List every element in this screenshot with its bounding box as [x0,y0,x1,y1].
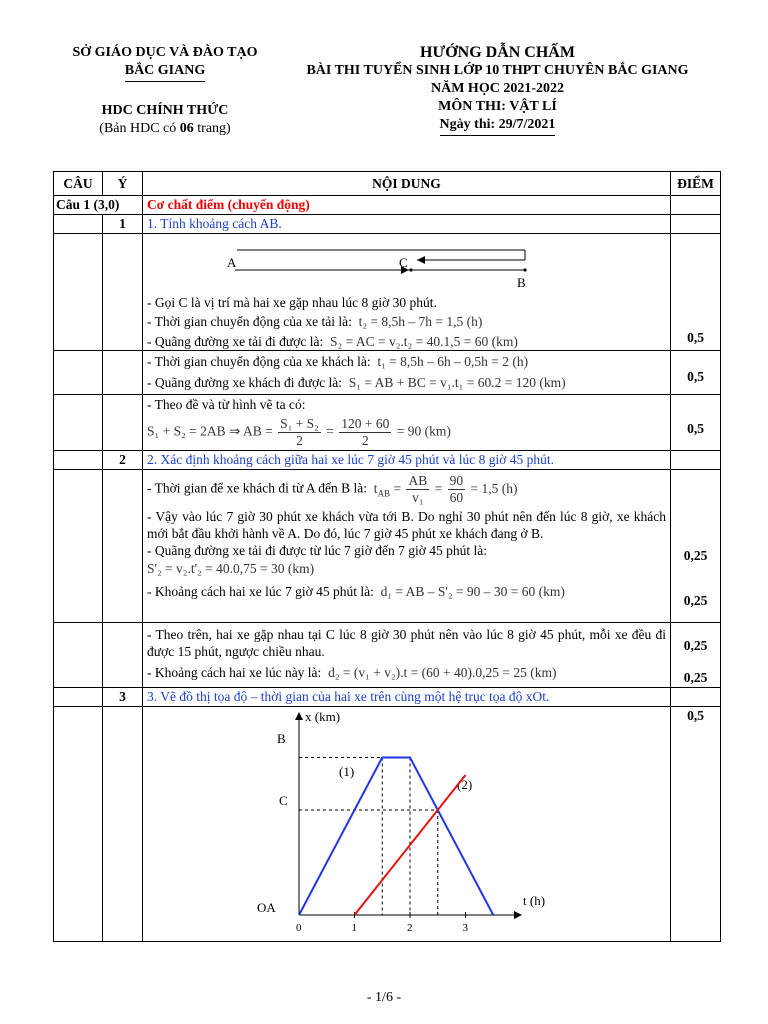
formula-s2p: S'₂ = v₂.t'₂ = 40.0,75 = 30 (km) [147,561,315,576]
label-b: B [517,275,526,290]
department-name: SỞ GIÁO DỤC VÀ ĐÀO TẠO [72,45,258,60]
exam-date: Ngày thi: 29/7/2021 [440,116,556,136]
p2-points-1: 0,25 [683,548,708,563]
col-header-y: Ý [103,172,143,196]
q1-topic: Cơ chất điểm (chuyển động) [143,196,671,215]
label-a: A [227,255,237,270]
position-time-graph [143,707,663,937]
formula-t1: t₁ = 8,5h – 6h – 0,5h = 2 (h) [377,354,529,369]
formula-s1: S₁ = AB + BC = v₁.t₁ = 60.2 = 120 (km) [348,375,566,390]
formula-s2: S₂ = AC = v₂.t₂ = 40.1,5 = 60 (km) [330,334,518,349]
p1-points-3: 0,5 [671,395,721,451]
page-number: - 1/6 - [366,990,402,1005]
grading-table [53,171,721,942]
p2-line2: - Vậy vào lúc 7 giờ 30 phút xe khách vừa tới B. Do nghỉ 30 phút nên đến lúc 8 giờ, xe khách mới bắt đầu khởi hành về A. Do đó, lúc 7 giờ 45 phút xe khách đang ở B. [147,509,666,541]
q1-label: Câu 1 (3,0) [54,196,143,215]
col-header-points: ĐIỂM [671,172,721,196]
p1-line2: - Thời gian chuyển động của xe tải là: [147,314,352,329]
p2-points-4: 0,25 [683,670,708,685]
province-name: BẮC GIANG [125,62,206,82]
part1-num: 1 [103,215,143,234]
x-tick-label: 2 [407,922,413,934]
p2-points-3: 0,25 [683,638,708,653]
formula-ab: S₁ + S₂ = 2AB ⇒ AB = $\frac{\text{S₁ + S₂}}{2}$ = $\frac{120 + 60}{2}$ = 90 (km) [147,416,451,448]
p1-line6: - Theo đề và từ hình vẽ ta có: [147,397,306,412]
part1-title: 1. Tính khoảng cách AB. [143,215,671,234]
part2-title: 2. Xác định khoảng cách giữa hai xe lúc 7 giờ 45 phút và lúc 8 giờ 45 phút. [143,451,671,470]
y-axis-label: x (km) [305,709,341,724]
label-c: C [279,793,288,808]
x-tick-label: 3 [462,922,468,934]
col-header-content: NỘI DUNG [143,172,671,196]
formula-d2: d₂ = (v₁ + v₂).t = (60 + 40).0,25 = 25 (km) [328,665,557,680]
label-b: B [277,731,286,746]
page-count-note: (Bản HDC có 06 trang) [99,121,231,136]
p1-points-2: 0,5 [671,351,721,395]
p1-line4: - Thời gian chuyển động của xe khách là: [147,354,371,369]
p1-line3: - Quãng đường xe tải đi được là: [147,334,324,349]
p2-points-2: 0,25 [683,593,708,608]
p2-line1: - Thời gian để xe khách đi từ A đến B là: [147,480,368,496]
formula-d1: d₁ = AB – S'₂ = 90 – 30 = 60 (km) [380,584,565,599]
p2-row1 [147,473,666,506]
origin-label: OA [257,900,276,915]
p2-line6: - Khoảng cách hai xe lúc này là: [147,665,322,680]
formula-tab: $t_{AB}$ = $\frac{AB}{\text{v₁}}$ = $\frac{90}{60}$ = 1,5 (h) [373,473,518,505]
x-tick-label: 1 [351,922,357,934]
part3-num: 3 [103,688,143,707]
p1-points-1: 0,5 [671,234,721,351]
ab-diagram [147,234,667,294]
school-year: NĂM HỌC 2021-2022 [431,81,564,96]
x-axis-label: t (h) [523,893,546,908]
series-2-label: (2) [457,777,473,792]
label-c: C [399,255,408,270]
p2-line4: - Khoảng cách hai xe lúc 7 giờ 45 phút là: [147,584,374,599]
part3-title: 3. Vẽ đồ thị tọa độ – thời gian của hai xe trên cùng một hệ trục tọa độ xOt. [143,688,671,707]
exam-name: BÀI THI TUYỂN SINH LỚP 10 THPT CHUYÊN BẮC GIANG [306,63,689,78]
p3-points: 0,5 [671,707,721,942]
part2-num: 2 [103,451,143,470]
header-left [40,44,290,138]
series-1-label: (1) [339,764,355,779]
subject: MÔN THI: VẬT LÍ [438,99,557,114]
p1-line1: - Gọi C là vị trí mà hai xe gặp nhau lúc 8 giờ 30 phút. [147,295,437,310]
p2-line5: - Theo trên, hai xe gặp nhau tại C lúc 8 giờ 30 phút nên vào lúc 8 giờ 45 phút, mỗi xe đều đi được 15 phút, ngược chiều nhau. [147,627,666,659]
header-right [285,44,710,136]
x-tick-label: 0 [296,922,302,934]
p1-line5: - Quãng đường xe khách đi được là: [147,375,342,390]
p2-line3: - Quãng đường xe tải đi được từ lúc 7 giờ đến 7 giờ 45 phút là: [147,543,487,558]
official-label: HDC CHÍNH THỨC [101,103,229,118]
doc-title: HƯỚNG DẪN CHẤM [420,44,575,61]
col-header-cau: CÂU [54,172,103,196]
formula-t2: t₂ = 8,5h – 7h = 1,5 (h) [358,314,483,329]
arrow-left-icon [417,256,425,264]
